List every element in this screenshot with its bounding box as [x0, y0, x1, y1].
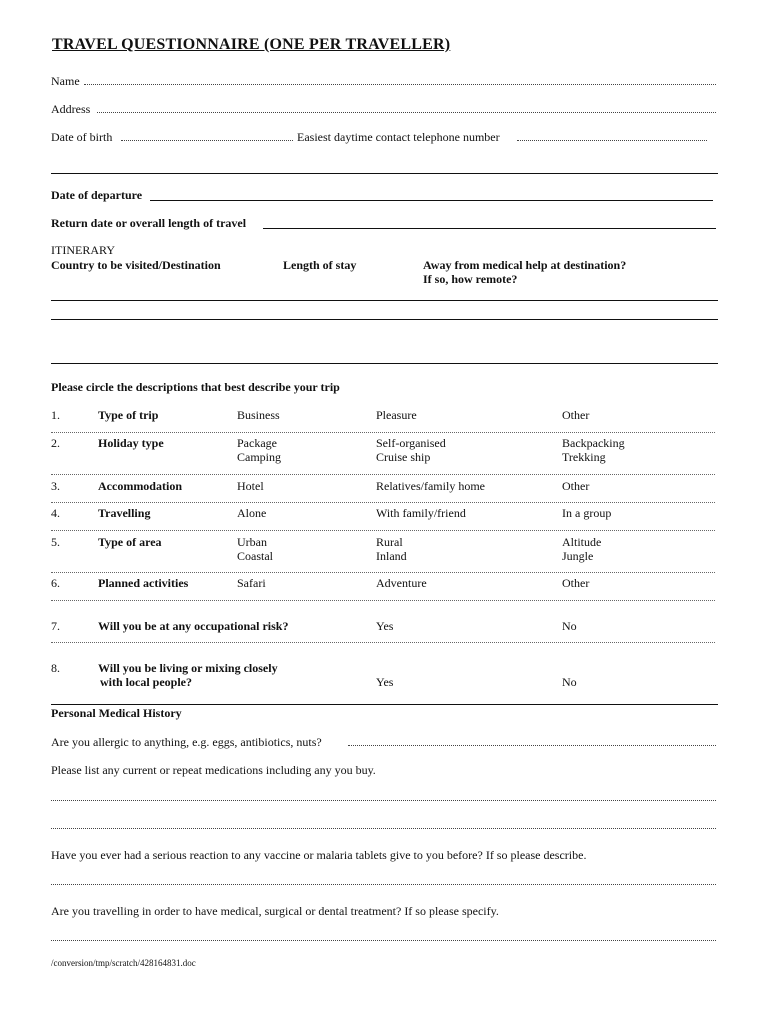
- dob-label: Date of birth: [51, 130, 113, 144]
- medical-heading: Personal Medical History: [51, 706, 182, 720]
- row-number: 8.: [51, 661, 60, 675]
- option[interactable]: Yes: [376, 619, 394, 633]
- allergy-question: Are you allergic to anything, e.g. eggs, antibiotics, nuts?: [51, 735, 322, 749]
- option[interactable]: Cruise ship: [376, 450, 431, 464]
- col-remote: Away from medical help at destination?: [423, 258, 627, 272]
- row-label: Will you be at any occupational risk?: [98, 619, 289, 633]
- option[interactable]: Hotel: [237, 479, 264, 493]
- option[interactable]: No: [562, 675, 577, 689]
- row-divider: [51, 432, 715, 433]
- col-remote-sub: If so, how remote?: [423, 272, 518, 286]
- itinerary-heading: ITINERARY: [51, 243, 115, 257]
- row-number: 5.: [51, 535, 60, 549]
- row-label: Holiday type: [98, 436, 164, 450]
- circle-instruction: Please circle the descriptions that best describe your trip: [51, 380, 340, 394]
- medications-field[interactable]: [51, 800, 716, 801]
- medications-field[interactable]: [51, 828, 716, 829]
- option[interactable]: Safari: [237, 576, 266, 590]
- departure-field[interactable]: [150, 200, 713, 201]
- treatment-question: Are you travelling in order to have medical, surgical or dental treatment? If so please specify.: [51, 904, 499, 918]
- phone-label: Easiest daytime contact telephone number: [297, 130, 500, 144]
- row-number: 4.: [51, 506, 60, 520]
- row-divider: [51, 572, 715, 573]
- option[interactable]: In a group: [562, 506, 612, 520]
- row-number: 1.: [51, 408, 60, 422]
- row-label-continued: with local people?: [100, 675, 192, 689]
- row-divider: [51, 502, 715, 503]
- return-field[interactable]: [263, 228, 716, 229]
- name-field[interactable]: [84, 84, 716, 85]
- option[interactable]: Inland: [376, 549, 407, 563]
- phone-field[interactable]: [517, 140, 707, 141]
- page-title: TRAVEL QUESTIONNAIRE (ONE PER TRAVELLER): [52, 36, 451, 53]
- name-label: Name: [51, 74, 80, 88]
- option[interactable]: Other: [562, 479, 590, 493]
- option[interactable]: Relatives/family home: [376, 479, 485, 493]
- option[interactable]: Urban: [237, 535, 267, 549]
- option[interactable]: With family/friend: [376, 506, 466, 520]
- option[interactable]: Backpacking: [562, 436, 625, 450]
- option[interactable]: Camping: [237, 450, 281, 464]
- option[interactable]: Rural: [376, 535, 403, 549]
- section-divider: [51, 704, 718, 705]
- treatment-field[interactable]: [51, 940, 716, 941]
- row-divider: [51, 474, 715, 475]
- option[interactable]: No: [562, 619, 577, 633]
- row-label: Accommodation: [98, 479, 182, 493]
- row-label: Travelling: [98, 506, 151, 520]
- option[interactable]: Self-organised: [376, 436, 446, 450]
- option[interactable]: Jungle: [562, 549, 594, 563]
- section-divider: [51, 173, 718, 174]
- col-length: Length of stay: [283, 258, 357, 272]
- option[interactable]: Coastal: [237, 549, 273, 563]
- option[interactable]: Altitude: [562, 535, 602, 549]
- address-field[interactable]: [97, 112, 716, 113]
- row-label: Type of area: [98, 535, 162, 549]
- dob-field[interactable]: [121, 140, 293, 141]
- itinerary-line[interactable]: [51, 319, 718, 320]
- return-label: Return date or overall length of travel: [51, 216, 247, 230]
- itinerary-line[interactable]: [51, 300, 718, 301]
- option[interactable]: Adventure: [376, 576, 427, 590]
- option[interactable]: Other: [562, 576, 590, 590]
- option[interactable]: Package: [237, 436, 277, 450]
- row-number: 7.: [51, 619, 60, 633]
- row-label: Type of trip: [98, 408, 159, 422]
- option[interactable]: Alone: [237, 506, 267, 520]
- col-country: Country to be visited/Destination: [51, 258, 221, 272]
- departure-label: Date of departure: [51, 188, 143, 202]
- address-label: Address: [51, 102, 91, 116]
- row-label: Planned activities: [98, 576, 189, 590]
- medications-question: Please list any current or repeat medications including any you buy.: [51, 763, 376, 777]
- row-number: 2.: [51, 436, 60, 450]
- reaction-question: Have you ever had a serious reaction to any vaccine or malaria tablets give to you before? If so please describe.: [51, 848, 587, 862]
- row-number: 6.: [51, 576, 60, 590]
- file-path: /conversion/tmp/scratch/428164831.doc: [51, 958, 196, 968]
- row-number: 3.: [51, 479, 60, 493]
- row-divider: [51, 642, 715, 643]
- option[interactable]: Other: [562, 408, 590, 422]
- option[interactable]: Pleasure: [376, 408, 417, 422]
- row-divider: [51, 600, 715, 601]
- reaction-field[interactable]: [51, 884, 716, 885]
- option[interactable]: Business: [237, 408, 280, 422]
- row-divider: [51, 530, 715, 531]
- itinerary-line[interactable]: [51, 363, 718, 364]
- row-label: Will you be living or mixing closely: [98, 661, 278, 675]
- option[interactable]: Trekking: [562, 450, 606, 464]
- allergy-field[interactable]: [348, 745, 716, 746]
- option[interactable]: Yes: [376, 675, 394, 689]
